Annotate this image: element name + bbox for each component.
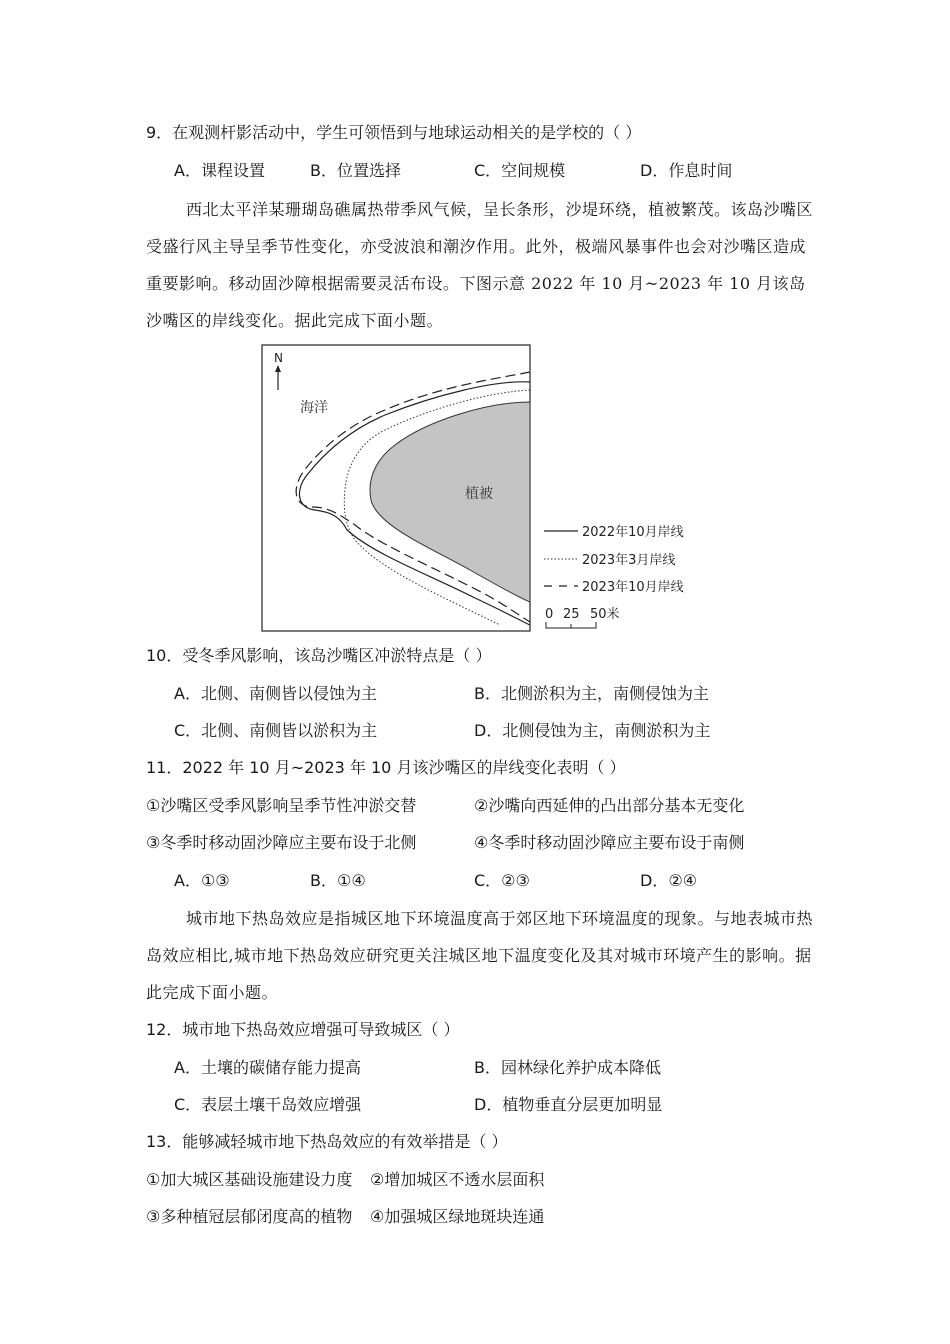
legend-2023-10: 2023年10月岸线 bbox=[582, 580, 684, 595]
q9-option-a: A．课程设置 bbox=[174, 161, 265, 180]
q11-item-3: ③冬季时移动固沙障应主要布设于北侧 bbox=[146, 833, 417, 852]
q12-option-b: B．园林绿化养护成本降低 bbox=[474, 1058, 661, 1077]
q12-option-c: C．表层土壤干岛效应增强 bbox=[174, 1095, 362, 1114]
q11-option-a: A．①③ bbox=[174, 871, 230, 890]
q11-stem: 11．2022 年 10 月~2023 年 10 月该沙嘴区的岸线变化表明（ ） bbox=[146, 758, 626, 777]
scale-label-25: 25 bbox=[563, 607, 580, 622]
q13-item-2: ②增加城区不透水层面积 bbox=[370, 1170, 545, 1189]
vegetation-label: 植被 bbox=[465, 486, 493, 502]
q9-option-b: B．位置选择 bbox=[310, 161, 401, 180]
legend-2022-10: 2022年10月岸线 bbox=[582, 525, 684, 540]
q10-option-c: C．北侧、南侧皆以淤积为主 bbox=[174, 721, 378, 740]
q9-option-c: C．空间规模 bbox=[474, 161, 566, 180]
scale-label-0: 0 bbox=[545, 607, 554, 622]
q9-option-d: D．作息时间 bbox=[640, 161, 733, 180]
q11-option-b: B．①④ bbox=[310, 871, 366, 890]
q12-stem: 12．城市地下热岛效应增强可导致城区（ ） bbox=[146, 1020, 460, 1039]
q11-item-4: ④冬季时移动固沙障应主要布设于南侧 bbox=[474, 833, 745, 852]
q12-option-a: A．土壤的碳储存能力提高 bbox=[174, 1058, 361, 1077]
q11-item-1: ①沙嘴区受季风影响呈季节性冲淤交替 bbox=[146, 796, 417, 815]
q12-option-d: D．植物垂直分层更加明显 bbox=[474, 1095, 663, 1114]
q13-item-3: ③多种植冠层郁闭度高的植物 bbox=[146, 1207, 353, 1226]
north-label: N bbox=[274, 351, 283, 365]
q11-option-d: D．②④ bbox=[640, 871, 698, 890]
q10-option-d: D．北侧侵蚀为主，南侧淤积为主 bbox=[474, 721, 711, 740]
material-underground-heat-island: 城市地下热岛效应是指城区地下环境温度高于郊区地下环境温度的现象。与地表城市热岛效应相比,城市地下热岛效应研究更关注城区地下温度变化及其对城市环境产生的影响。据此完成下面小题。 bbox=[146, 909, 814, 1002]
q10-option-a: A．北侧、南侧皆以侵蚀为主 bbox=[174, 684, 377, 703]
q9-stem: 9．在观测杆影活动中，学生可领悟到与地球运动相关的是学校的（ ） bbox=[146, 123, 642, 142]
q10-option-b: B．北侧淤积为主，南侧侵蚀为主 bbox=[474, 684, 709, 703]
shoreline-figure bbox=[255, 340, 705, 640]
legend-2023-03: 2023年3月岸线 bbox=[582, 553, 676, 568]
material-coral-island: 西北太平洋某珊瑚岛礁属热带季风气候，呈长条形，沙堤环绕，植被繁茂。该岛沙嘴区受盛行风主导呈季节性变化，亦受波浪和潮汐作用。此外，极端风暴事件也会对沙嘴区造成重要影响。移动固沙障根据需要灵活布设。下图示意 2022 年 10 月~2023 年 10 月该岛沙嘴区的岸线变化。据此完成下面小题。 bbox=[146, 200, 814, 330]
q13-item-4: ④加强城区绿地斑块连通 bbox=[370, 1207, 545, 1226]
q13-stem: 13．能够减轻城市地下热岛效应的有效举措是（ ） bbox=[146, 1132, 508, 1151]
q13-item-1: ①加大城区基础设施建设力度 bbox=[146, 1170, 353, 1189]
scale-label-50: 50米 bbox=[590, 607, 620, 622]
q11-option-c: C．②③ bbox=[474, 871, 530, 890]
q10-stem: 10．受冬季风影响，该岛沙嘴区冲淤特点是（ ） bbox=[146, 646, 492, 665]
ocean-label: 海洋 bbox=[300, 400, 328, 416]
scale-bar bbox=[546, 622, 596, 628]
q11-item-2: ②沙嘴向西延伸的凸出部分基本无变化 bbox=[474, 796, 745, 815]
